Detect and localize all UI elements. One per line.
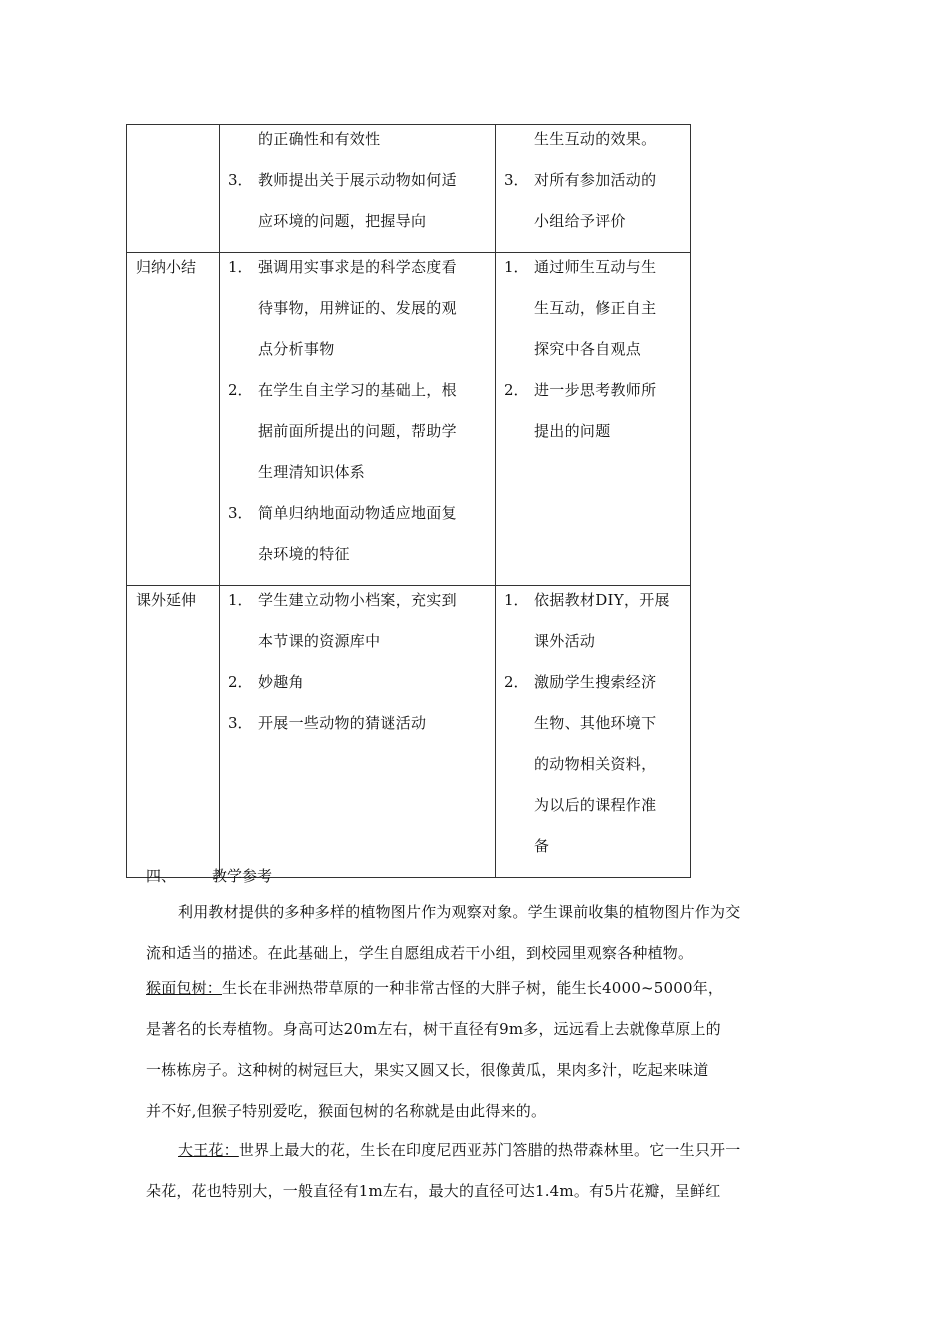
stage-label: 归纳小结 — [136, 258, 197, 276]
item-text: 待事物，用辨证的、发展的观 — [258, 299, 457, 317]
paragraph-line: 并不好,但猴子特别爱吃，猴面包树的名称就是由此得来的。 — [146, 1102, 547, 1120]
item-text: 的正确性和有效性 — [258, 130, 381, 148]
list-item-line — [228, 129, 489, 170]
rafflesia-paragraph — [146, 1140, 810, 1222]
item-text: 简单归纳地面动物适应地面复 — [258, 504, 457, 522]
paragraph-line: 一栋栋房子。这种树的树冠巨大，果实又圆又长，很像黄瓜，果肉多汁，吃起来味道 — [146, 1061, 709, 1079]
list-item-line — [504, 421, 684, 462]
item-text: 点分析事物 — [258, 340, 335, 358]
list-item-line — [228, 170, 489, 211]
table-row — [127, 125, 691, 253]
stage-cell — [127, 125, 220, 253]
item-text: 进一步思考教师所 — [534, 381, 657, 399]
item-number: 3． — [228, 714, 253, 732]
list-item-line — [228, 672, 489, 713]
paragraph-line: 利用教材提供的多种多样的植物图片作为观察对象。学生课前收集的植物图片作为交 — [178, 903, 741, 921]
list-item-line — [228, 462, 489, 503]
list-item-line — [228, 339, 489, 380]
list-item-line — [504, 211, 684, 252]
list-item-line — [504, 129, 684, 170]
section-number: 四、 — [146, 867, 177, 885]
item-text: 生互动，修正自主 — [534, 299, 657, 317]
list-item-line — [228, 544, 489, 585]
list-item-line — [228, 380, 489, 421]
list-item-line — [228, 631, 489, 672]
stage-cell — [127, 253, 220, 586]
stage-label: 课外延伸 — [136, 591, 197, 609]
section-title: 教学参考 — [212, 867, 273, 885]
list-item-line — [504, 631, 684, 672]
item-number: 1． — [504, 591, 529, 609]
student-activity-cell — [496, 125, 691, 253]
item-text: 生生互动的效果。 — [534, 130, 657, 148]
list-item-line — [228, 713, 489, 754]
teacher-activity-cell — [220, 253, 496, 586]
list-item-line — [504, 795, 684, 836]
table-row — [127, 586, 691, 878]
rafflesia-term: 大王花： — [178, 1141, 239, 1159]
item-number: 3． — [504, 171, 529, 189]
list-item-line — [504, 672, 684, 713]
item-text: 强调用实事求是的科学态度看 — [258, 258, 457, 276]
item-text: 激励学生搜索经济 — [534, 673, 657, 691]
item-number: 1． — [504, 258, 529, 276]
teacher-activity-cell — [220, 125, 496, 253]
list-item-line — [504, 590, 684, 631]
item-text: 小组给予评价 — [534, 212, 626, 230]
item-number: 2． — [228, 673, 253, 691]
item-text: 生理清知识体系 — [258, 463, 366, 481]
paragraph-line: 流和适当的描述。在此基础上，学生自愿组成若干小组，到校园里观察各种植物。 — [146, 944, 694, 962]
list-item-line — [228, 503, 489, 544]
paragraph-line: 生长在非洲热带草原的一种非常古怪的大胖子树，能生长4000~5000年， — [222, 979, 724, 997]
stage-cell — [127, 586, 220, 878]
item-text: 本节课的资源库中 — [258, 632, 381, 650]
stage-label — [127, 125, 219, 129]
item-text: 通过师生互动与生 — [534, 258, 657, 276]
item-number: 2． — [504, 381, 529, 399]
item-text: 对所有参加活动的 — [534, 171, 657, 189]
baobab-term: 猴面包树： — [146, 979, 223, 997]
item-number: 2． — [228, 381, 253, 399]
student-activity-cell — [496, 586, 691, 878]
list-item-line — [228, 298, 489, 339]
item-text: 学生建立动物小档案，充实到 — [258, 591, 457, 609]
student-activity-cell — [496, 253, 691, 586]
list-item-line — [504, 380, 684, 421]
list-item-line — [228, 421, 489, 462]
item-number: 2． — [504, 673, 529, 691]
baobab-paragraph — [146, 978, 810, 1142]
teacher-activity-cell — [220, 586, 496, 878]
table-row — [127, 253, 691, 586]
paragraph-line: 是著名的长寿植物。身高可达20m左右，树干直径有9m多，远远看上去就像草原上的 — [146, 1020, 721, 1038]
item-text: 开展一些动物的猜谜活动 — [258, 714, 427, 732]
list-item-line — [504, 170, 684, 211]
item-number: 1． — [228, 591, 253, 609]
item-text: 课外活动 — [534, 632, 596, 650]
item-text: 在学生自主学习的基础上，根 — [258, 381, 457, 399]
list-item-line — [504, 713, 684, 754]
list-item-line — [504, 754, 684, 795]
intro-paragraph — [146, 902, 808, 984]
list-item-line — [228, 257, 489, 298]
list-item-line — [504, 298, 684, 339]
list-item-line — [504, 257, 684, 298]
item-text: 妙趣角 — [258, 673, 304, 691]
lesson-plan-table — [126, 124, 691, 878]
item-text: 教师提出关于展示动物如何适 — [258, 171, 457, 189]
item-text: 生物、其他环境下 — [534, 714, 657, 732]
item-text: 应环境的问题，把握导向 — [258, 212, 427, 230]
item-number: 3． — [228, 171, 253, 189]
list-item-line — [228, 211, 489, 252]
section-heading — [146, 866, 273, 886]
list-item-line — [504, 836, 684, 877]
item-number: 1． — [228, 258, 253, 276]
item-text: 提出的问题 — [534, 422, 611, 440]
item-number: 3． — [228, 504, 253, 522]
paragraph-line: 朵花，花也特别大，一般直径有1m左右，最大的直径可达1.4m。有5片花瓣，呈鲜红 — [146, 1182, 721, 1200]
item-text: 为以后的课程作准 — [534, 796, 657, 814]
item-text: 依据教材DIY，开展 — [534, 591, 670, 609]
item-text: 备 — [534, 837, 550, 855]
paragraph-line: 世界上最大的花，生长在印度尼西亚苏门答腊的热带森林里。它一生只开一 — [238, 1141, 741, 1159]
list-item-line — [504, 339, 684, 380]
item-text: 的动物相关资料， — [534, 755, 657, 773]
item-text: 探究中各自观点 — [534, 340, 642, 358]
item-text: 杂环境的特征 — [258, 545, 350, 563]
item-text: 据前面所提出的问题，帮助学 — [258, 422, 457, 440]
list-item-line — [228, 590, 489, 631]
